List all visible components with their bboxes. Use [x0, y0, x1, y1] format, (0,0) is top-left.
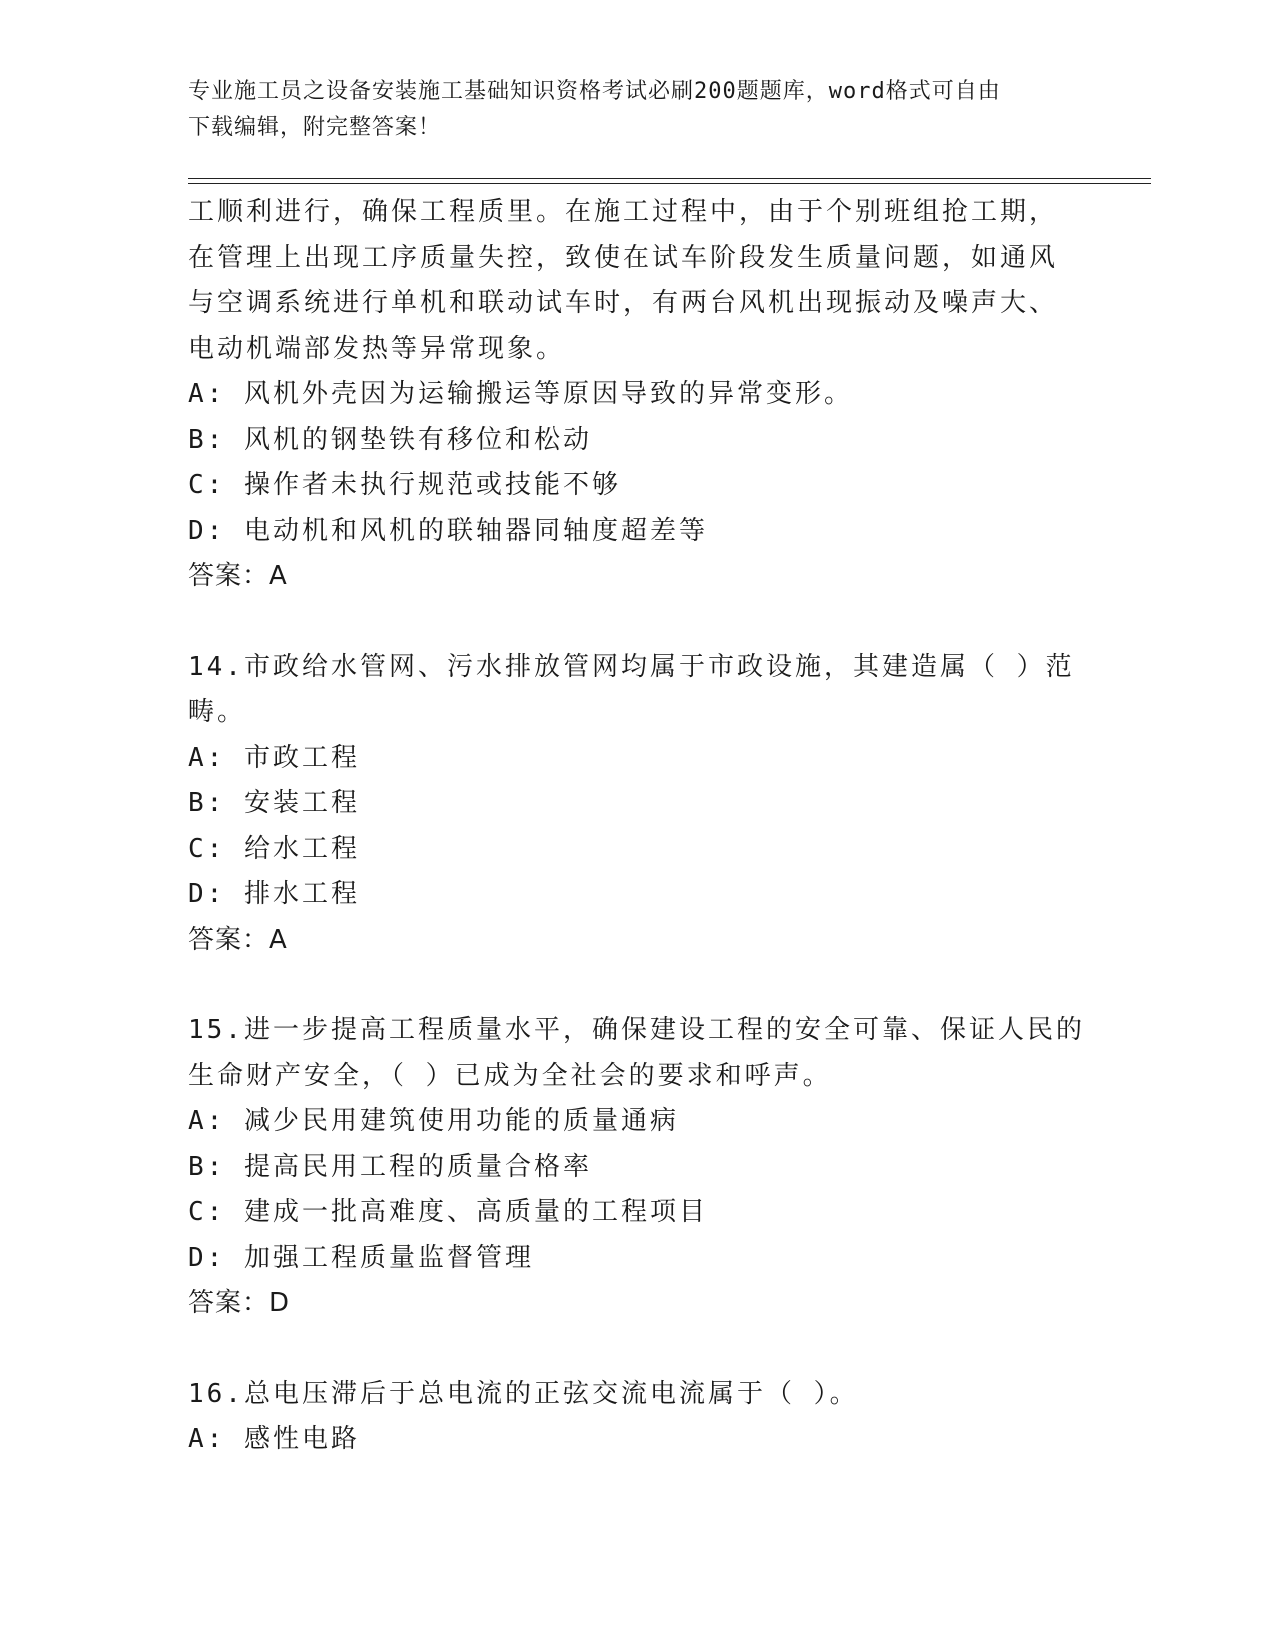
- question-stem-line: 在管理上出现工序质量失控，致使在试车阶段发生质量问题，如通风: [188, 242, 1059, 273]
- question-stem-line: 16.总电压滞后于总电流的正弦交流电流属于（ ）。: [188, 1378, 859, 1409]
- header-divider-top: [188, 178, 1151, 179]
- question-stem-line: 14.市政给水管网、污水排放管网均属于市政设施，其建造属（ ）范: [188, 651, 1075, 682]
- header-title-line-1: 专业施工员之设备安装施工基础知识资格考试必刷200题题库，word格式可自由: [188, 79, 1001, 104]
- question-stem-line: 工顺利进行，确保工程质里。在施工过程中，由于个别班组抢工期，: [188, 197, 1059, 227]
- option-b: B: 风机的钢垫铁有移位和松动: [188, 424, 592, 455]
- question-stem-line: 与空调系统进行单机和联动试车时，有两台风机出现振动及噪声大、: [188, 288, 1059, 318]
- option-d: D: 电动机和风机的联轴器同轴度超差等: [188, 515, 708, 546]
- question-15: [188, 1008, 1088, 1327]
- question-stem-line: 生命财产安全，（ ）已成为全社会的要求和呼声。: [188, 1060, 832, 1091]
- answer-line: 答案：A: [188, 561, 288, 591]
- option-c: C: 操作者未执行规范或技能不够: [188, 470, 621, 500]
- option-a: A: 风机外壳因为运输搬运等原因导致的异常变形。: [188, 379, 853, 409]
- header-title-line-2: 下载编辑，附完整答案！: [188, 115, 442, 140]
- option-a: A: 感性电路: [188, 1424, 360, 1454]
- option-a: A: 市政工程: [188, 742, 360, 773]
- question-13: [188, 190, 1088, 600]
- option-c: C: 给水工程: [188, 833, 360, 864]
- question-stem-line: 15.进一步提高工程质量水平，确保建设工程的安全可靠、保证人民的: [188, 1015, 1085, 1045]
- option-d: D: 排水工程: [188, 879, 360, 909]
- option-d: D: 加强工程质量监督管理: [188, 1242, 534, 1273]
- question-stem-line: 电动机端部发热等异常现象。: [188, 333, 566, 364]
- question-spacer: [188, 600, 1088, 645]
- option-b: B: 提高民用工程的质量合格率: [188, 1151, 592, 1182]
- option-a: A: 减少民用建筑使用功能的质量通病: [188, 1106, 679, 1136]
- question-list: [188, 190, 1088, 1463]
- question-spacer: [188, 963, 1088, 1008]
- question-stem-line: 畴。: [188, 697, 247, 727]
- header-divider-bottom: [188, 183, 1151, 184]
- option-c: C: 建成一批高难度、高质量的工程项目: [188, 1197, 708, 1227]
- answer-line: 答案：D: [188, 1288, 291, 1318]
- question-spacer: [188, 1327, 1088, 1372]
- answer-line: 答案：A: [188, 924, 288, 955]
- document-header: [188, 74, 1068, 146]
- question-14: [188, 645, 1088, 964]
- option-b: B: 安装工程: [188, 788, 360, 818]
- question-16: [188, 1372, 1088, 1463]
